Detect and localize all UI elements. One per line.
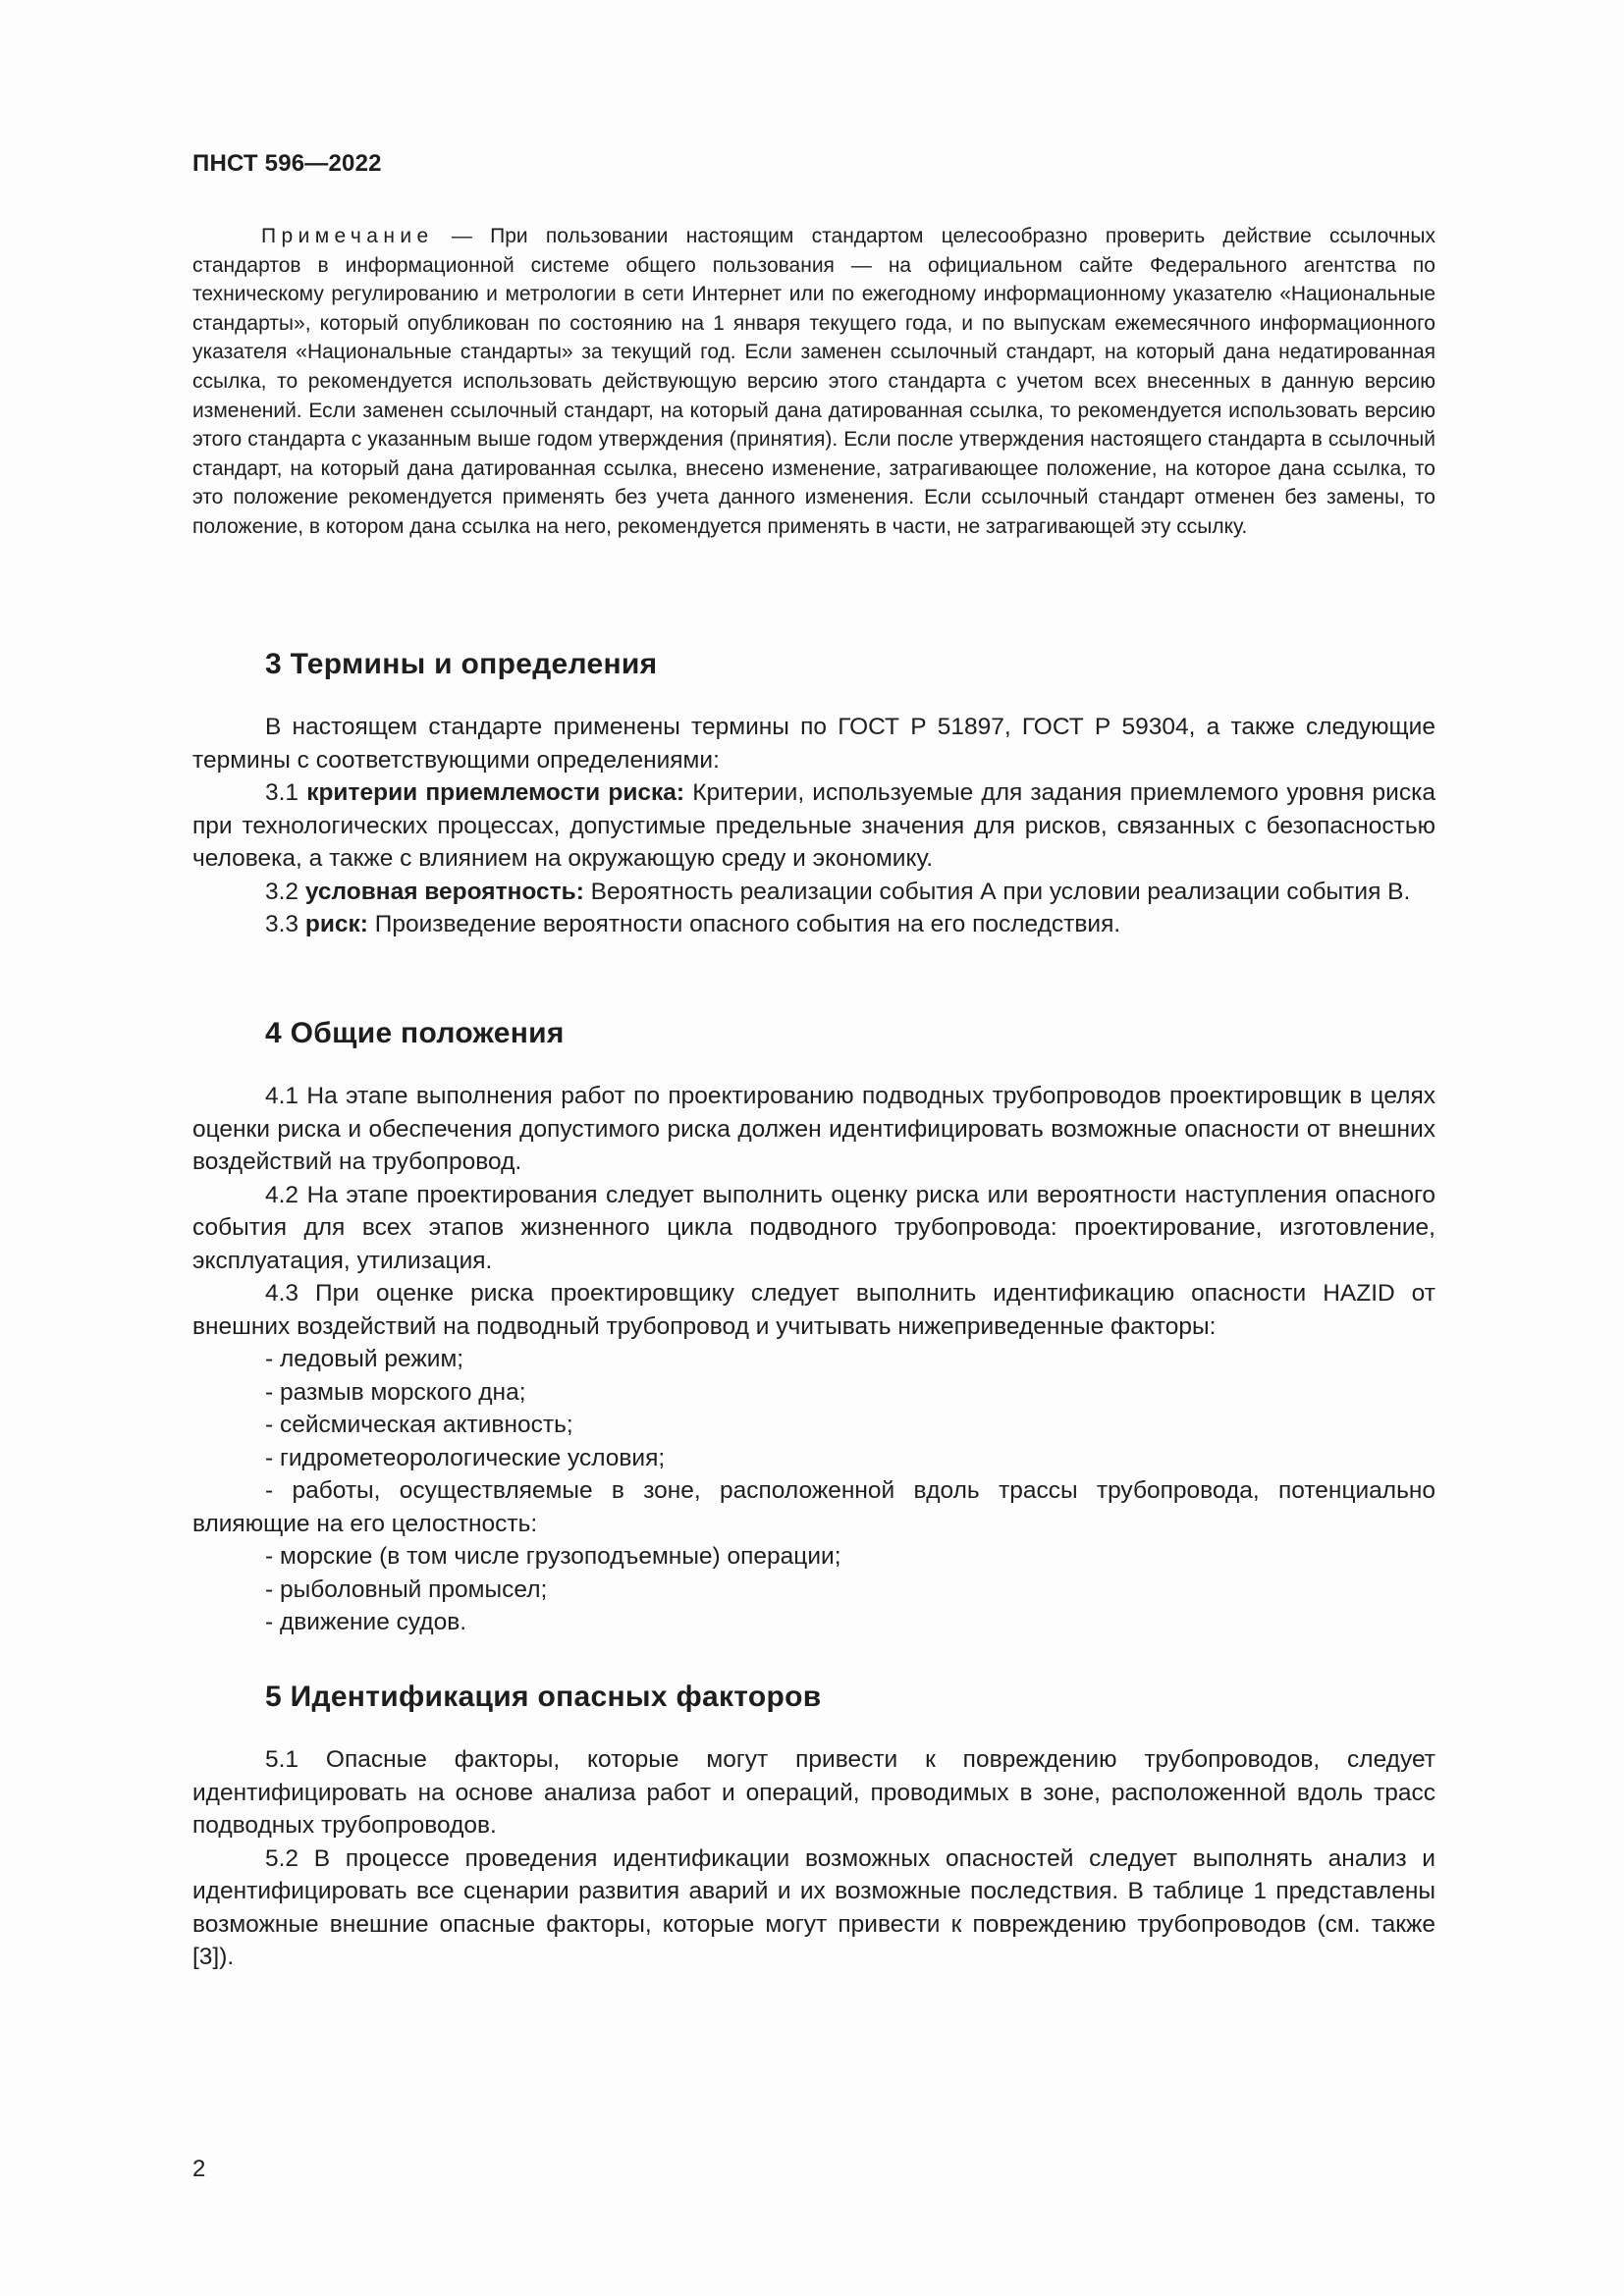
- section-4-body: [192, 1080, 1435, 1639]
- list-item: - морские (в том числе грузоподъемные) операции;: [265, 1543, 841, 1570]
- list-item: - движение судов.: [265, 1609, 467, 1635]
- list-item: - гидрометеорологические условия;: [265, 1444, 666, 1471]
- term-definition: 3.3 риск: Произведение вероятности опасного события на его последствия.: [265, 911, 1121, 937]
- section-4-heading: 4 Общие положения: [265, 1017, 565, 1049]
- section-5-body: [192, 1743, 1435, 1974]
- paragraph: 4.3 При оценке риска проектировщику следует выполнить идентификацию опасности HAZID от внешних воздействий на подводный трубопровод и учитывать нижеприведенные факторы:: [192, 1280, 1435, 1340]
- term-definition: 3.1 критерии приемлемости риска: Критерии, используемые для задания приемлемого уровня риска при технологических процессах, допустимые предельные значения для рисков, связанных с безопасностью человека, а также с влиянием на окружающую среду и экономику.: [192, 779, 1435, 872]
- note-label: Примечание: [261, 225, 434, 247]
- term-text: Вероятность реализации события А при условии реализации события В.: [583, 878, 1411, 905]
- section-3-heading: 3 Термины и определения: [265, 648, 658, 680]
- paragraph: 5.2 В процессе проведения идентификации возможных опасностей следует выполнять анализ и идентифицировать все сценарии развития аварий и их возможные последствия. В таблице 1 представлены возможные внешние опасные факторы, которые могут привести к повреждению трубопроводов (см. также [3]).: [192, 1844, 1435, 1970]
- term-name: критерии приемлемости риска:: [306, 779, 685, 806]
- term-text: Произведение вероятности опасного события на его последствия.: [367, 911, 1121, 937]
- document-id-header: ПНСТ 596—2022: [192, 150, 382, 177]
- term-definition: 3.2 условная вероятность: Вероятность реализации события А при условии реализации события В.: [265, 878, 1411, 905]
- section-3-body: [192, 711, 1435, 941]
- list-item: - сейсмическая активность;: [265, 1412, 573, 1438]
- paragraph: 4.2 На этапе проектирования следует выполнить оценку риска или вероятности наступления опасного события для всех этапов жизненного цикла подводного трубопровода: проектирование, изготовление, эксплуатация, утилизация.: [192, 1181, 1435, 1274]
- paragraph: 5.1 Опасные факторы, которые могут привести к повреждению трубопроводов, следует идентифицировать на основе анализа работ и операций, проводимых в зоне, расположенной вдоль трасс подводных трубопроводов.: [192, 1746, 1435, 1839]
- normative-note: [192, 222, 1435, 542]
- note-text: — При пользовании настоящим стандартом целесообразно проверить действие ссылочных стандартов в информационной системе общего пользования — на официальном сайте Федерального агентства по техническому регулированию и метрологии в сети Интернет или по ежегодному информационному указателю «Национальные стандарты», который опубликован по состоянию на 1 января текущего года, и по выпускам ежемесячного информационного указателя «Национальные стандарты» за текущий год. Если заменен ссылочный стандарт, на который дана недатированная ссылка, то рекомендуется использовать действующую версию этого стандарта с учетом всех внесенных в данную версию изменений. Если заменен ссылочный стандарт, на который дана датированная ссылка, то рекомендуется использовать версию этого стандарта с указанным выше годом утверждения (принятия). Если после утверждения настоящего стандарта в ссылочный стандарт, на который дана датированная ссылка, внесено изменение, затрагивающее положение, на которое дана ссылка, то это положение рекомендуется применять без учета данного изменения. Если ссылочный стандарт отменен без замены, то положение, в котором дана ссылка на него, рекомендуется применять в части, не затрагивающей эту ссылку.: [192, 225, 1435, 538]
- list-item: - ледовый режим;: [265, 1346, 464, 1372]
- term-name: риск:: [304, 911, 368, 937]
- section-3-intro: В настоящем стандарте применены термины по ГОСТ Р 51897, ГОСТ Р 59304, а также следующие термины с соответствующими определениями:: [192, 714, 1435, 774]
- section-5-heading: 5 Идентификация опасных факторов: [265, 1681, 822, 1713]
- list-item: - рыболовный промысел;: [265, 1575, 548, 1603]
- paragraph: 4.1 На этапе выполнения работ по проектированию подводных трубопроводов проектировщик в целях оценки риска и обеспечения допустимого риска должен идентифицировать возможные опасности от внешних воздействий на трубопровод.: [192, 1083, 1435, 1175]
- list-item: - размыв морского дна;: [265, 1378, 526, 1406]
- term-name: условная вероятность:: [304, 878, 584, 905]
- list-item: - работы, осуществляемые в зоне, расположенной вдоль трассы трубопровода, потенциально влияющие на его целостность:: [192, 1477, 1435, 1537]
- page-number: 2: [192, 2156, 206, 2182]
- term-text: Критерии, используемые для задания приемлемого уровня риска при технологических процессах, допустимые предельные значения для рисков, связанных с безопасностью человека, а также с влиянием на окружающую среду и экономику.: [192, 779, 1435, 872]
